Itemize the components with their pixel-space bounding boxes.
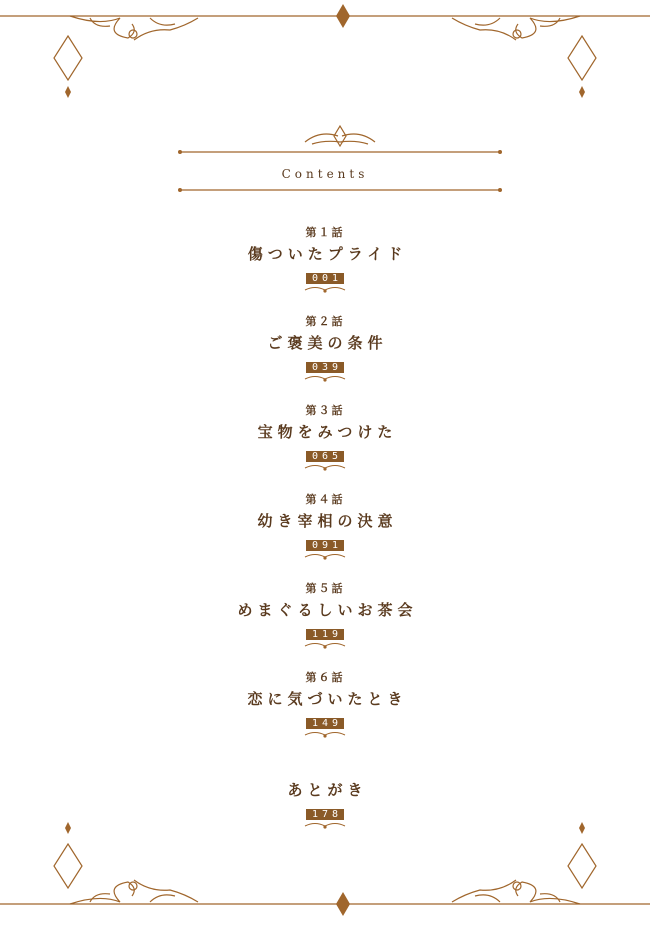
chapter-flourish-icon xyxy=(303,730,347,740)
toc-entry-chapter-1[interactable] xyxy=(0,226,650,295)
chapter-title: 恋に気づいたとき xyxy=(247,690,408,708)
bottom-right-diamond xyxy=(568,844,596,888)
toc-entry-chapter-3[interactable] xyxy=(0,404,650,473)
toc-entry-chapter-4[interactable] xyxy=(0,493,650,562)
page-number: 178 xyxy=(306,809,344,820)
afterword-title: あとがき xyxy=(287,781,368,799)
chapter-title: 幼き宰相の決意 xyxy=(257,512,398,530)
page-number: 119 xyxy=(306,629,344,640)
page-number: 001 xyxy=(306,273,344,284)
chapter-number: 第３話 xyxy=(305,404,345,417)
chapter-flourish-icon xyxy=(303,285,347,295)
chapter-title: めまぐるしいお茶会 xyxy=(237,601,418,619)
chapter-number: 第５話 xyxy=(305,582,345,595)
chapter-number: 第６話 xyxy=(305,671,345,684)
top-left-diamond xyxy=(54,36,82,80)
chapter-title: ご褒美の条件 xyxy=(267,334,388,352)
chapter-title: 傷ついたプライド xyxy=(247,245,408,263)
top-right-scroll-ornament xyxy=(452,16,580,40)
chapter-number: 第１話 xyxy=(305,226,345,239)
page-number: 039 xyxy=(306,362,344,373)
chapter-flourish-icon xyxy=(303,641,347,651)
chapter-flourish-icon xyxy=(303,821,347,831)
bottom-left-diamond xyxy=(54,844,82,888)
top-left-scroll-ornament xyxy=(70,16,198,40)
chapter-number: 第２話 xyxy=(305,315,345,328)
bottom-left-scroll-ornament xyxy=(70,880,198,904)
bottom-right-scroll-ornament xyxy=(452,880,580,904)
page-number: 091 xyxy=(306,540,344,551)
toc-entry-chapter-6[interactable] xyxy=(0,671,650,740)
chapter-title: 宝物をみつけた xyxy=(257,423,398,441)
toc-entry-chapter-2[interactable] xyxy=(0,315,650,384)
top-right-diamond xyxy=(568,36,596,80)
chapter-flourish-icon xyxy=(303,463,347,473)
chapter-flourish-icon xyxy=(303,552,347,562)
page-number: 065 xyxy=(306,451,344,462)
page-number: 149 xyxy=(306,718,344,729)
toc-entry-afterword[interactable] xyxy=(0,776,650,831)
toc-entry-chapter-5[interactable] xyxy=(0,582,650,651)
chapter-flourish-icon xyxy=(303,374,347,384)
chapter-number: 第４話 xyxy=(305,493,345,506)
contents-heading: Contents xyxy=(281,167,369,181)
contents-header-ornament xyxy=(0,120,650,200)
